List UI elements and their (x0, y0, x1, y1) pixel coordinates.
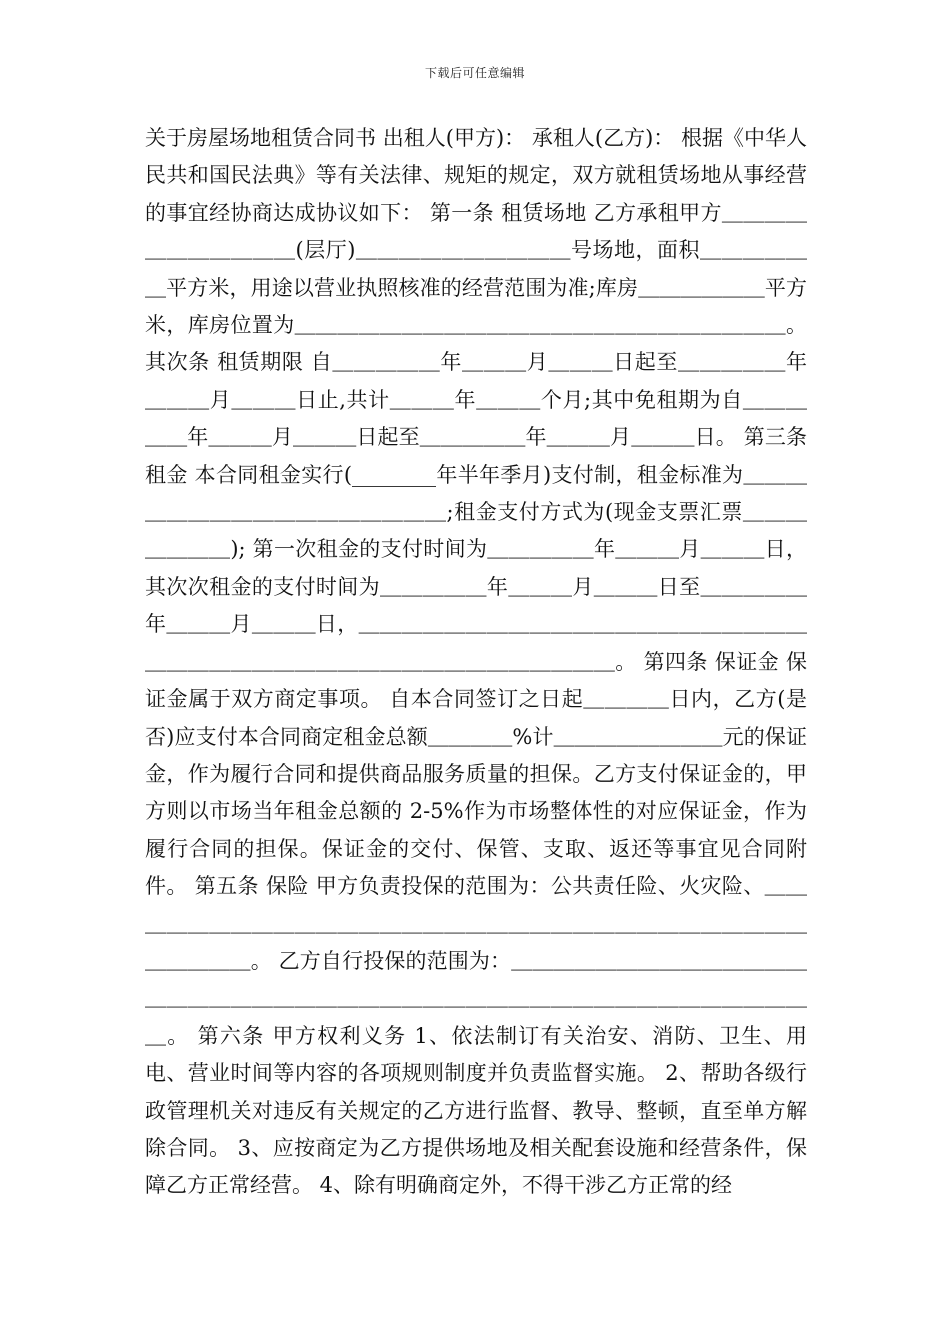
contract-body-text: 关于房屋场地租赁合同书 出租人(甲方)： 承租人(乙方)： 根据《中华人民共和国民法典》等有关法律、规矩的规定，双方就租赁场地从事经营的事宜经协商达成协议如下： 第一条 租赁场地 乙方承租甲方＿＿＿＿＿＿＿＿＿＿＿(层厅)＿＿＿＿＿＿＿＿＿＿号场地，面积＿＿＿＿＿＿平方米，用途以营业执照核准的经营范围为准;库房＿＿＿＿＿＿平方米，库房位置为＿＿＿＿＿＿＿＿＿＿＿＿＿＿＿＿＿＿＿＿＿＿＿。 其次条 租赁期限 自＿＿＿＿＿年＿＿＿月＿＿＿日起至＿＿＿＿＿年＿＿＿月＿＿＿日止,共计＿＿＿年＿＿＿个月;其中免租期为自＿＿＿＿＿年＿＿＿月＿＿＿日起至＿＿＿＿＿年＿＿＿月＿＿＿日。 第三条 租金 本合同租金实行(________年半年季月)支付制，租金标准为＿＿＿＿＿＿＿＿＿＿＿＿＿＿＿＿＿;租金支付方式为(现金支票汇票＿＿＿＿＿＿＿); 第一次租金的支付时间为＿＿＿＿＿年＿＿＿月＿＿＿日， 其次次租金的支付时间为＿＿＿＿＿年＿＿＿月＿＿＿日至＿＿＿＿＿年＿＿＿月＿＿＿日，＿＿＿＿＿＿＿＿＿＿＿＿＿＿＿＿＿＿＿＿＿＿＿＿＿＿＿＿＿＿＿＿＿＿＿＿＿＿＿＿＿＿＿。 第四条 保证金 保证金属于双方商定事项。 自本合同签订之日起＿＿＿＿日内，乙方(是否)应支付本合同商定租金总额＿＿＿＿%计＿＿＿＿＿＿＿＿元的保证金，作为履行合同和提供商品服务质量的担保。乙方支付保证金的，甲方则以市场当年租金总额的 2-5%作为市场整体性的对应保证金，作为履行合同的担保。保证金的交付、保管、支取、返还等事宜见合同附件。 第五条 保险 甲方负责投保的范围为：公共责任险、火灾险、＿＿＿＿＿＿＿＿＿＿＿＿＿＿＿＿＿＿＿＿＿＿＿＿＿＿＿＿＿＿＿＿＿＿＿＿＿＿。 乙方自行投保的范围为：＿＿＿＿＿＿＿＿＿＿＿＿＿＿＿＿＿＿＿＿＿＿＿＿＿＿＿＿＿＿＿＿＿＿＿＿＿＿＿＿＿＿＿＿＿＿。 第六条 甲方权利义务 1、依法制订有关治安、消防、卫生、用电、营业时间等内容的各项规则制度并负责监督实施。 2、帮助各级行政管理机关对违反有关规定的乙方进行监督、教导、整顿，直至单方解除合同。 3、应按商定为乙方提供场地及相关配套设施和经营条件，保障乙方正常经营。 4、除有明确商定外，不得干涉乙方正常的经 (145, 126, 807, 1198)
page-header: 下载后可任意编辑 (424, 66, 525, 80)
